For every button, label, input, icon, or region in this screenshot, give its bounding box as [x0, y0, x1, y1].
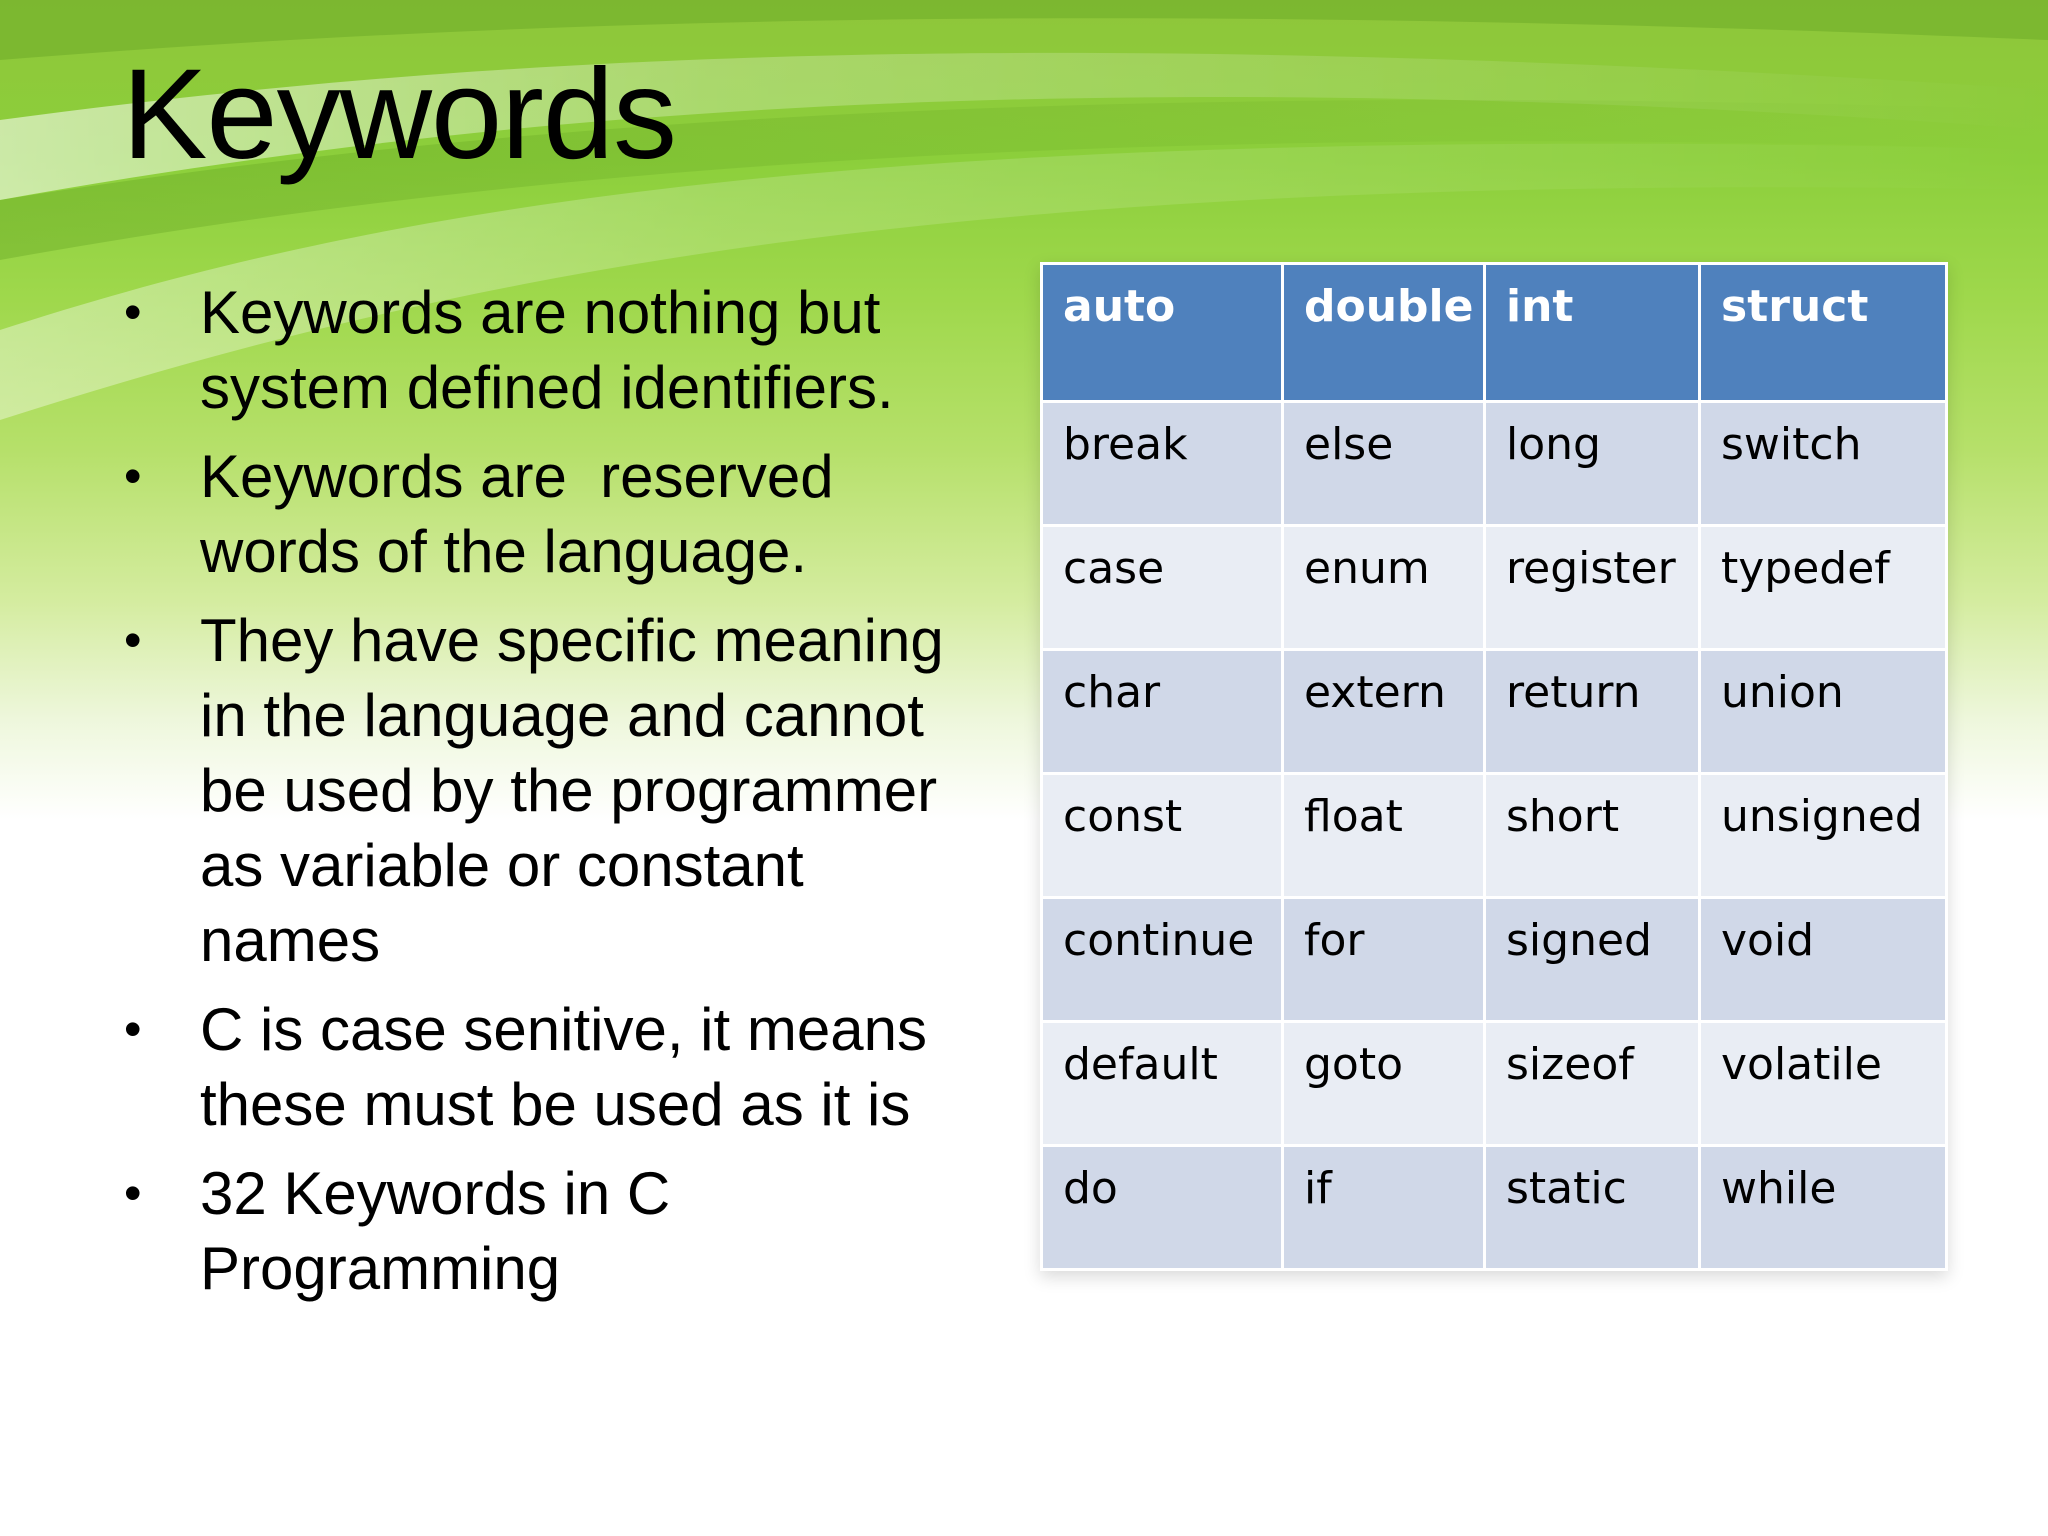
table-cell: enum [1283, 526, 1485, 650]
table-row [1042, 650, 1947, 774]
table-cell: union [1700, 650, 1947, 774]
table-cell: else [1283, 402, 1485, 526]
table-cell: float [1283, 774, 1485, 898]
bullet-item [120, 1156, 1000, 1306]
bullet-text: Keywords are nothing but system defined identifiers. [200, 279, 894, 421]
table-cell: long [1485, 402, 1700, 526]
table-row [1042, 526, 1947, 650]
table-cell: typedef [1700, 526, 1947, 650]
bullet-marker: • [124, 1165, 142, 1221]
table-cell: void [1700, 898, 1947, 1022]
slide-title: Keywords [122, 43, 676, 186]
bullet-marker: • [124, 1001, 142, 1057]
table-cell: break [1042, 402, 1283, 526]
keywords-table [1040, 262, 1948, 1271]
table-cell: case [1042, 526, 1283, 650]
bullet-text: C is case senitive, it means these must be used as it is [200, 996, 927, 1138]
table-cell: static [1485, 1146, 1700, 1270]
bullet-item [120, 275, 1000, 425]
table-cell: register [1485, 526, 1700, 650]
table-row [1042, 402, 1947, 526]
bullet-item [120, 992, 1000, 1142]
table-cell: switch [1700, 402, 1947, 526]
table-cell: default [1042, 1022, 1283, 1146]
table-header-cell: auto [1042, 264, 1283, 402]
table-cell: char [1042, 650, 1283, 774]
table-row [1042, 898, 1947, 1022]
table-cell: do [1042, 1146, 1283, 1270]
bullet-list [120, 275, 1000, 1320]
table-header-row [1042, 264, 1947, 402]
table-cell: volatile [1700, 1022, 1947, 1146]
bullet-text: They have specific meaning in the language and cannot be used by the programmer as variable or constant names [200, 607, 944, 974]
bullet-item [120, 439, 1000, 589]
table-cell: goto [1283, 1022, 1485, 1146]
table-header-cell: struct [1700, 264, 1947, 402]
table-cell: sizeof [1485, 1022, 1700, 1146]
table-cell: extern [1283, 650, 1485, 774]
table-row [1042, 774, 1947, 898]
table-cell: short [1485, 774, 1700, 898]
bullet-marker: • [124, 284, 142, 340]
table-cell: continue [1042, 898, 1283, 1022]
table-row [1042, 1022, 1947, 1146]
table-cell: if [1283, 1146, 1485, 1270]
table-row [1042, 1146, 1947, 1270]
table-cell: while [1700, 1146, 1947, 1270]
bullet-marker: • [124, 448, 142, 504]
bullet-text: Keywords are reserved words of the language. [200, 443, 851, 585]
bullet-text: 32 Keywords in C Programming [200, 1160, 671, 1302]
bullet-item [120, 603, 1000, 978]
table-cell: unsigned [1700, 774, 1947, 898]
table-header-cell: double [1283, 264, 1485, 402]
bullet-marker: • [124, 612, 142, 668]
table-cell: for [1283, 898, 1485, 1022]
table-header-cell: int [1485, 264, 1700, 402]
table-cell: const [1042, 774, 1283, 898]
table-cell: return [1485, 650, 1700, 774]
table-cell: signed [1485, 898, 1700, 1022]
